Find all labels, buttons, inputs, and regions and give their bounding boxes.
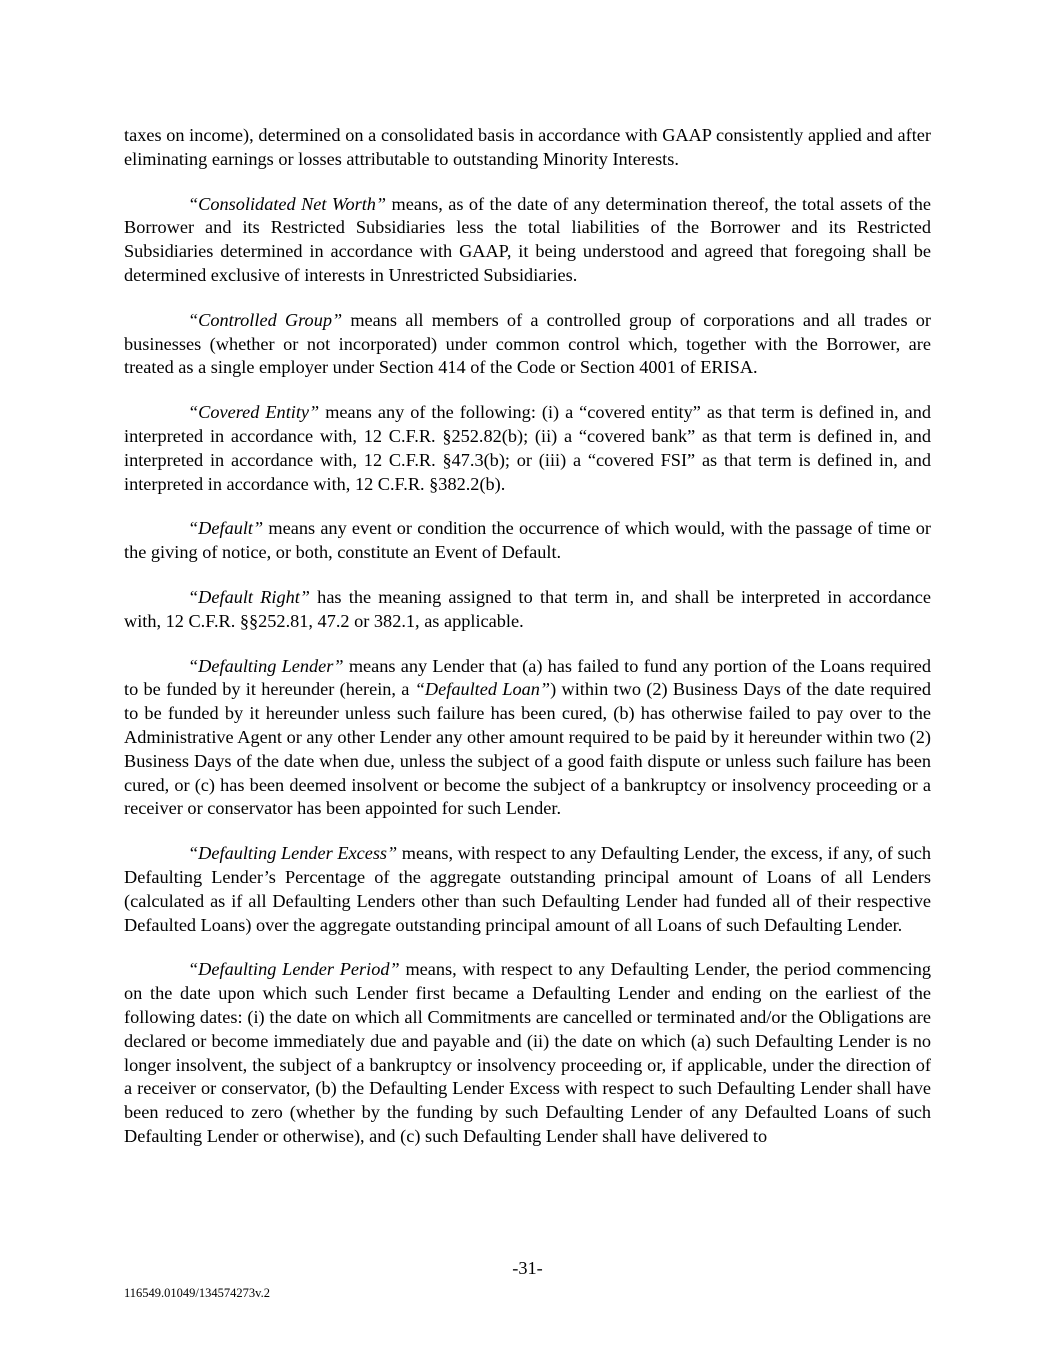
- definition-text: means any of the following: (i) a “covered entity” as that term is defined in, and interpreted in accordance with, 12 C.F.R. §252.82(b); (ii) a “covered bank” as that term is defined in, and interpreted in accordance with, 12 C.F.R. §47.3(b); or (iii) a “covered FSI” as that term is defined in, and interpreted in accordance with, 12 C.F.R. §382.2(b).: [124, 402, 931, 494]
- definition-text: has the meaning assigned to that term in, and shall be interpreted in accordance with, 12 C.F.R. §§252.81, 47.2 or 382.1, as applicable.: [124, 586, 931, 631]
- definition-text: means all members of a controlled group of corporations and all trades or businesses (whether or not incorporated) under common control which, together with the Borrower, are treated as a single employer under Section 414 of the Code or Section 4001 of ERISA.: [124, 309, 931, 378]
- defined-term: “Defaulting Lender Excess”: [188, 843, 398, 864]
- definition-defaulting-lender-period: [124, 958, 931, 1148]
- document-id: 116549.01049/134574273v.2: [124, 1286, 270, 1300]
- page-number: -31-: [512, 1258, 543, 1278]
- definition-text: means any event or condition the occurrence of which would, with the passage of time or the giving of notice, or both, constitute an Event of Default.: [124, 518, 931, 563]
- definition-text: means, as of the date of any determination thereof, the total assets of the Borrower and its Restricted Subsidiaries less the total liabilities of the Borrower and its Restricted Subsidiaries determined in accordance with GAAP, it being understood and agreed that foregoing shall be determined exclusive of interests in Unrestricted Subsidiaries.: [124, 193, 931, 285]
- defined-term: “Defaulting Lender Period”: [188, 959, 400, 980]
- paragraph-continuation: [124, 124, 931, 172]
- definition-text: means any Lender that (a) has failed to fund any portion of the Loans required to be funded by it hereunder (herein, a: [124, 655, 931, 700]
- defined-term: “Defaulting Lender”: [188, 655, 344, 676]
- defined-term: “Consolidated Net Worth”: [188, 193, 387, 214]
- definition-text: means, with respect to any Defaulting Lender, the period commencing on the date upon which such Lender first became a Defaulting Lender and ending on the earliest of the following dates: (i) the date on which all Commitments are cancelled or terminated and/or the Obligations are declared or become immediately due and payable and (ii) the date on which (a) such Defaulting Lender is no longer insolvent, the subject of a bankruptcy or insolvency proceeding or, if applicable, under the direction of a receiver or conservator, (b) the Defaulting Lender Excess with respect to such Defaulting Lender shall have been reduced to zero (whether by the funding by such Defaulting Lender of any Defaulted Loans of such Defaulting Lender or otherwise), and (c) such Defaulting Lender shall have delivered to: [124, 959, 931, 1146]
- definition-default: [124, 517, 931, 565]
- paragraph-text: taxes on income), determined on a consolidated basis in accordance with GAAP consistently applied and after eliminating earnings or losses attributable to outstanding Minority Interests.: [124, 125, 931, 169]
- defined-term: “Covered Entity”: [188, 402, 320, 423]
- defined-term: “Controlled Group”: [188, 309, 343, 330]
- definition-consolidated-net-worth: [124, 193, 931, 288]
- defined-term: “Default Right”: [188, 586, 310, 607]
- defined-term-inline: “Defaulted Loan”: [414, 679, 551, 700]
- document-body: [124, 124, 931, 1170]
- definition-defaulting-lender: [124, 655, 931, 822]
- definition-default-right: [124, 586, 931, 634]
- definition-controlled-group: [124, 309, 931, 380]
- definition-text: means, with respect to any Defaulting Lender, the excess, if any, of such Defaulting Lender’s Percentage of the aggregate outstanding principal amount of Loans of all Lenders (calculated as if all Defaulting Lenders other than such Defaulting Lender had funded all of their respective Defaulted Loans) over the aggregate outstanding principal amount of all Loans of such Defaulting Lender.: [124, 843, 931, 935]
- definition-defaulting-lender-excess: [124, 842, 931, 937]
- definition-covered-entity: [124, 401, 931, 496]
- definition-text: ) within two (2) Business Days of the date required to be funded by it hereunder unless such failure has been cured, (b) has otherwise failed to pay over to the Administrative Agent or any other Lender any other amount required to be paid by it hereunder within two (2) Business Days of the date when due, unless the subject of a good faith dispute or unless such failure has been cured, or (c) has been deemed insolvent or become the subject of a bankruptcy or insolvency proceeding or a receiver or conservator has been appointed for such Lender.: [124, 679, 931, 819]
- defined-term: “Default”: [188, 518, 264, 539]
